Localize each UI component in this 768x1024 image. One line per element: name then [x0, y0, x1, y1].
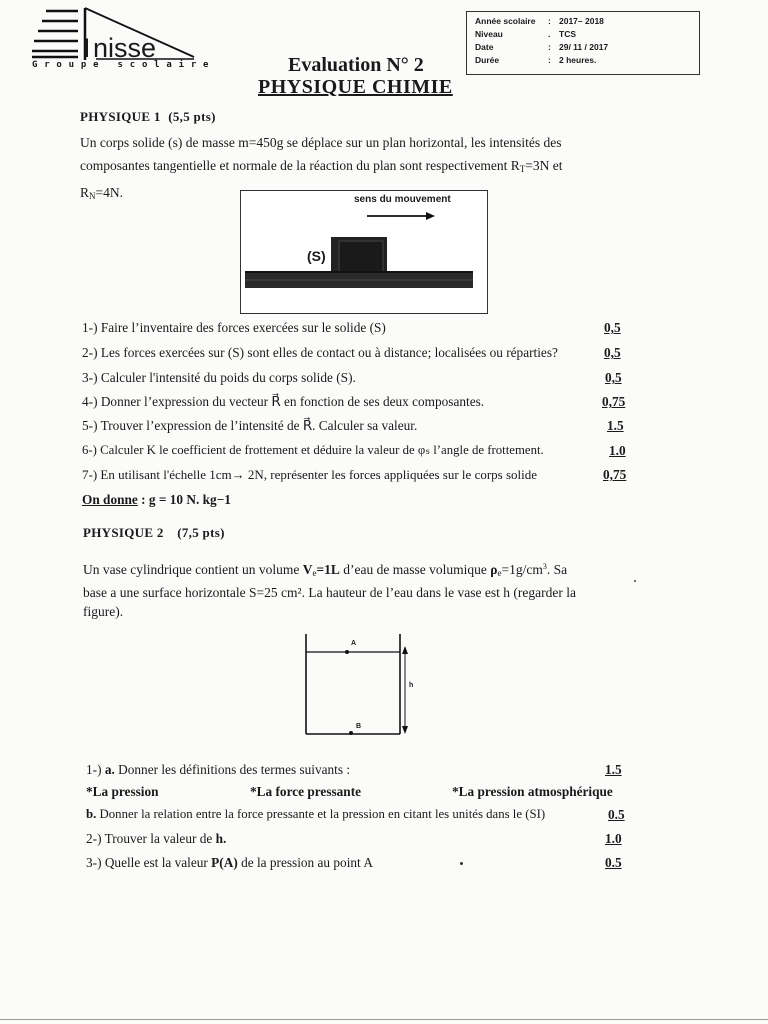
point-a-marker — [345, 650, 349, 654]
question-6: 6-) Calculer K le coefficient de frottement et déduire la valeur de φₛ l’angle de frottement. — [82, 443, 544, 457]
intro-text: . Sa — [546, 562, 568, 577]
question-3b-points: 0.5 — [605, 855, 622, 870]
scan-mark — [460, 862, 463, 865]
part2-points: (7,5 pts) — [177, 525, 225, 540]
q2-bold: h. — [215, 831, 227, 846]
q3-text: 3-) Quelle est la valeur — [86, 855, 212, 870]
info-sep: : — [548, 42, 551, 52]
q1b-letter: b. — [86, 807, 97, 821]
question-3-points: 0,5 — [605, 370, 622, 385]
given-value: : g = 10 N. kg−1 — [141, 492, 231, 507]
intro-text: Un vase cylindrique contient un volume — [83, 562, 303, 577]
part2-intro-line2: base a une surface horizontale S=25 cm². La hauteur de l’eau dans le vase est h (regarder la — [83, 585, 576, 600]
superscript-3: 3 — [542, 562, 547, 571]
rho-symbol: ρ — [490, 562, 498, 577]
subscript-n: N — [89, 191, 96, 201]
intro-text: d’eau de masse volumique — [339, 562, 491, 577]
q1a-letter: a. — [104, 762, 115, 777]
question-1: 1-) Faire l’inventaire des forces exercées sur le solide (S) — [82, 320, 386, 335]
point-b-marker — [349, 731, 353, 735]
term-pressing-force: *La force pressante — [250, 784, 362, 799]
info-label: Date — [475, 42, 494, 52]
q1a-text: Donner les définitions des termes suivants : — [114, 762, 351, 777]
question-5: 5-) Trouver l’expression de l’intensité de R⃗. Calculer sa valeur. — [82, 418, 418, 433]
part1-intro-line2 — [80, 154, 700, 181]
question-7-points: 0,75 — [603, 467, 627, 482]
solid-on-plane-figure — [240, 190, 488, 314]
info-value: 2 heures. — [559, 55, 597, 65]
subscript-e: e — [497, 568, 502, 578]
q3-bold: P(A) — [211, 855, 238, 870]
question-1b-points: 0.5 — [608, 807, 625, 822]
part2-intro — [83, 557, 703, 621]
question-2: 2-) Les forces exercées sur (S) sont elles de contact ou à distance; localisées ou réparties? — [82, 345, 558, 360]
question-1b — [86, 807, 545, 822]
part2-intro-line3: figure). — [83, 604, 124, 619]
info-sep: . — [548, 29, 551, 39]
subscript-e: e — [312, 568, 317, 578]
school-logo — [30, 4, 216, 70]
part2-title: PHYSIQUE 2 — [83, 525, 164, 540]
info-value: 29/ 11 / 2017 — [559, 42, 609, 52]
question-3: 3-) Calculer l'intensité du poids du corps solide (S). — [82, 370, 356, 385]
question-7: 7-) En utilisant l'échelle 1cm→ 2N, représenter les forces appliquées sur le corps solide — [82, 467, 538, 482]
volume-value: =1L — [316, 562, 340, 577]
info-value: TCS — [559, 29, 576, 39]
point-a-label: A — [351, 640, 357, 647]
solid-label: (S) — [307, 248, 326, 264]
q1a-prefix: 1-) — [86, 762, 105, 777]
info-label: Niveau — [475, 29, 503, 39]
part1-intro-line1: Un corps solide (s) de masse m=450g se déplace sur un plan horizontal, les intensités des — [80, 135, 562, 150]
logo-subtitle: Groupe scolaire — [32, 60, 216, 70]
term-atmospheric-pressure: *La pression atmosphérique — [452, 784, 613, 799]
q1b-text: Donner la relation entre la force pressante et la pression en citant les unités dans le (SI) — [96, 807, 546, 821]
logo-initial: I — [83, 33, 91, 63]
part1-points: (5,5 pts) — [168, 109, 216, 124]
part2-intro-line1 — [83, 557, 703, 583]
question-4-points: 0,75 — [602, 394, 626, 409]
motion-arrow-head — [426, 212, 435, 220]
part1-title: PHYSIQUE 1 — [80, 109, 161, 124]
info-sep: : — [548, 16, 551, 26]
given-label: On donne — [82, 492, 138, 507]
info-label: Durée — [475, 55, 500, 65]
q2-text: 2-) Trouver la valeur de — [86, 831, 216, 846]
vase-figure — [290, 628, 420, 740]
height-label: h — [409, 682, 414, 689]
question-2b — [86, 831, 226, 847]
logo-name: nisse — [93, 33, 157, 63]
part1-heading — [80, 109, 216, 125]
info-sep: : — [548, 55, 551, 65]
question-5-points: 1.5 — [607, 418, 624, 433]
given-data — [82, 492, 231, 508]
question-1a-points: 1.5 — [605, 762, 622, 777]
intro-text: composantes tangentielle et normale de la réaction du plan sont respectivement R — [80, 158, 520, 173]
question-2b-points: 1.0 — [605, 831, 622, 846]
motion-direction-label: sens du mouvement — [354, 194, 451, 205]
intro-text: =3N et — [525, 158, 563, 173]
question-1a — [86, 762, 350, 778]
volume-symbol: V — [302, 562, 313, 577]
intro-text: R — [80, 185, 90, 200]
question-1-points: 0,5 — [604, 320, 621, 335]
question-4: 4-) Donner l’expression du vecteur R⃗ en fonction de ses deux composantes. — [82, 394, 485, 409]
exam-title: Evaluation N° 2 — [288, 54, 424, 76]
q3-text-end: de la pression au point A — [237, 855, 373, 870]
info-label: Année scolaire — [475, 16, 536, 26]
exam-subject: PHYSIQUE CHIMIE — [258, 76, 453, 98]
question-6-points: 1.0 — [609, 443, 626, 458]
term-pressure: *La pression — [86, 784, 159, 799]
subscript-t: T — [519, 164, 526, 174]
info-table — [466, 11, 700, 75]
density-value: =1g/cm — [501, 562, 543, 577]
figure-drawing — [241, 191, 487, 313]
info-value: 2017– 2018 — [559, 16, 604, 26]
intro-text: =4N. — [95, 185, 124, 200]
scan-mark — [634, 580, 636, 582]
question-2-points: 0,5 — [604, 345, 621, 360]
question-3b — [86, 855, 373, 871]
part2-heading — [83, 525, 225, 541]
page-edge-line — [0, 1019, 768, 1020]
point-b-label: B — [356, 723, 362, 730]
